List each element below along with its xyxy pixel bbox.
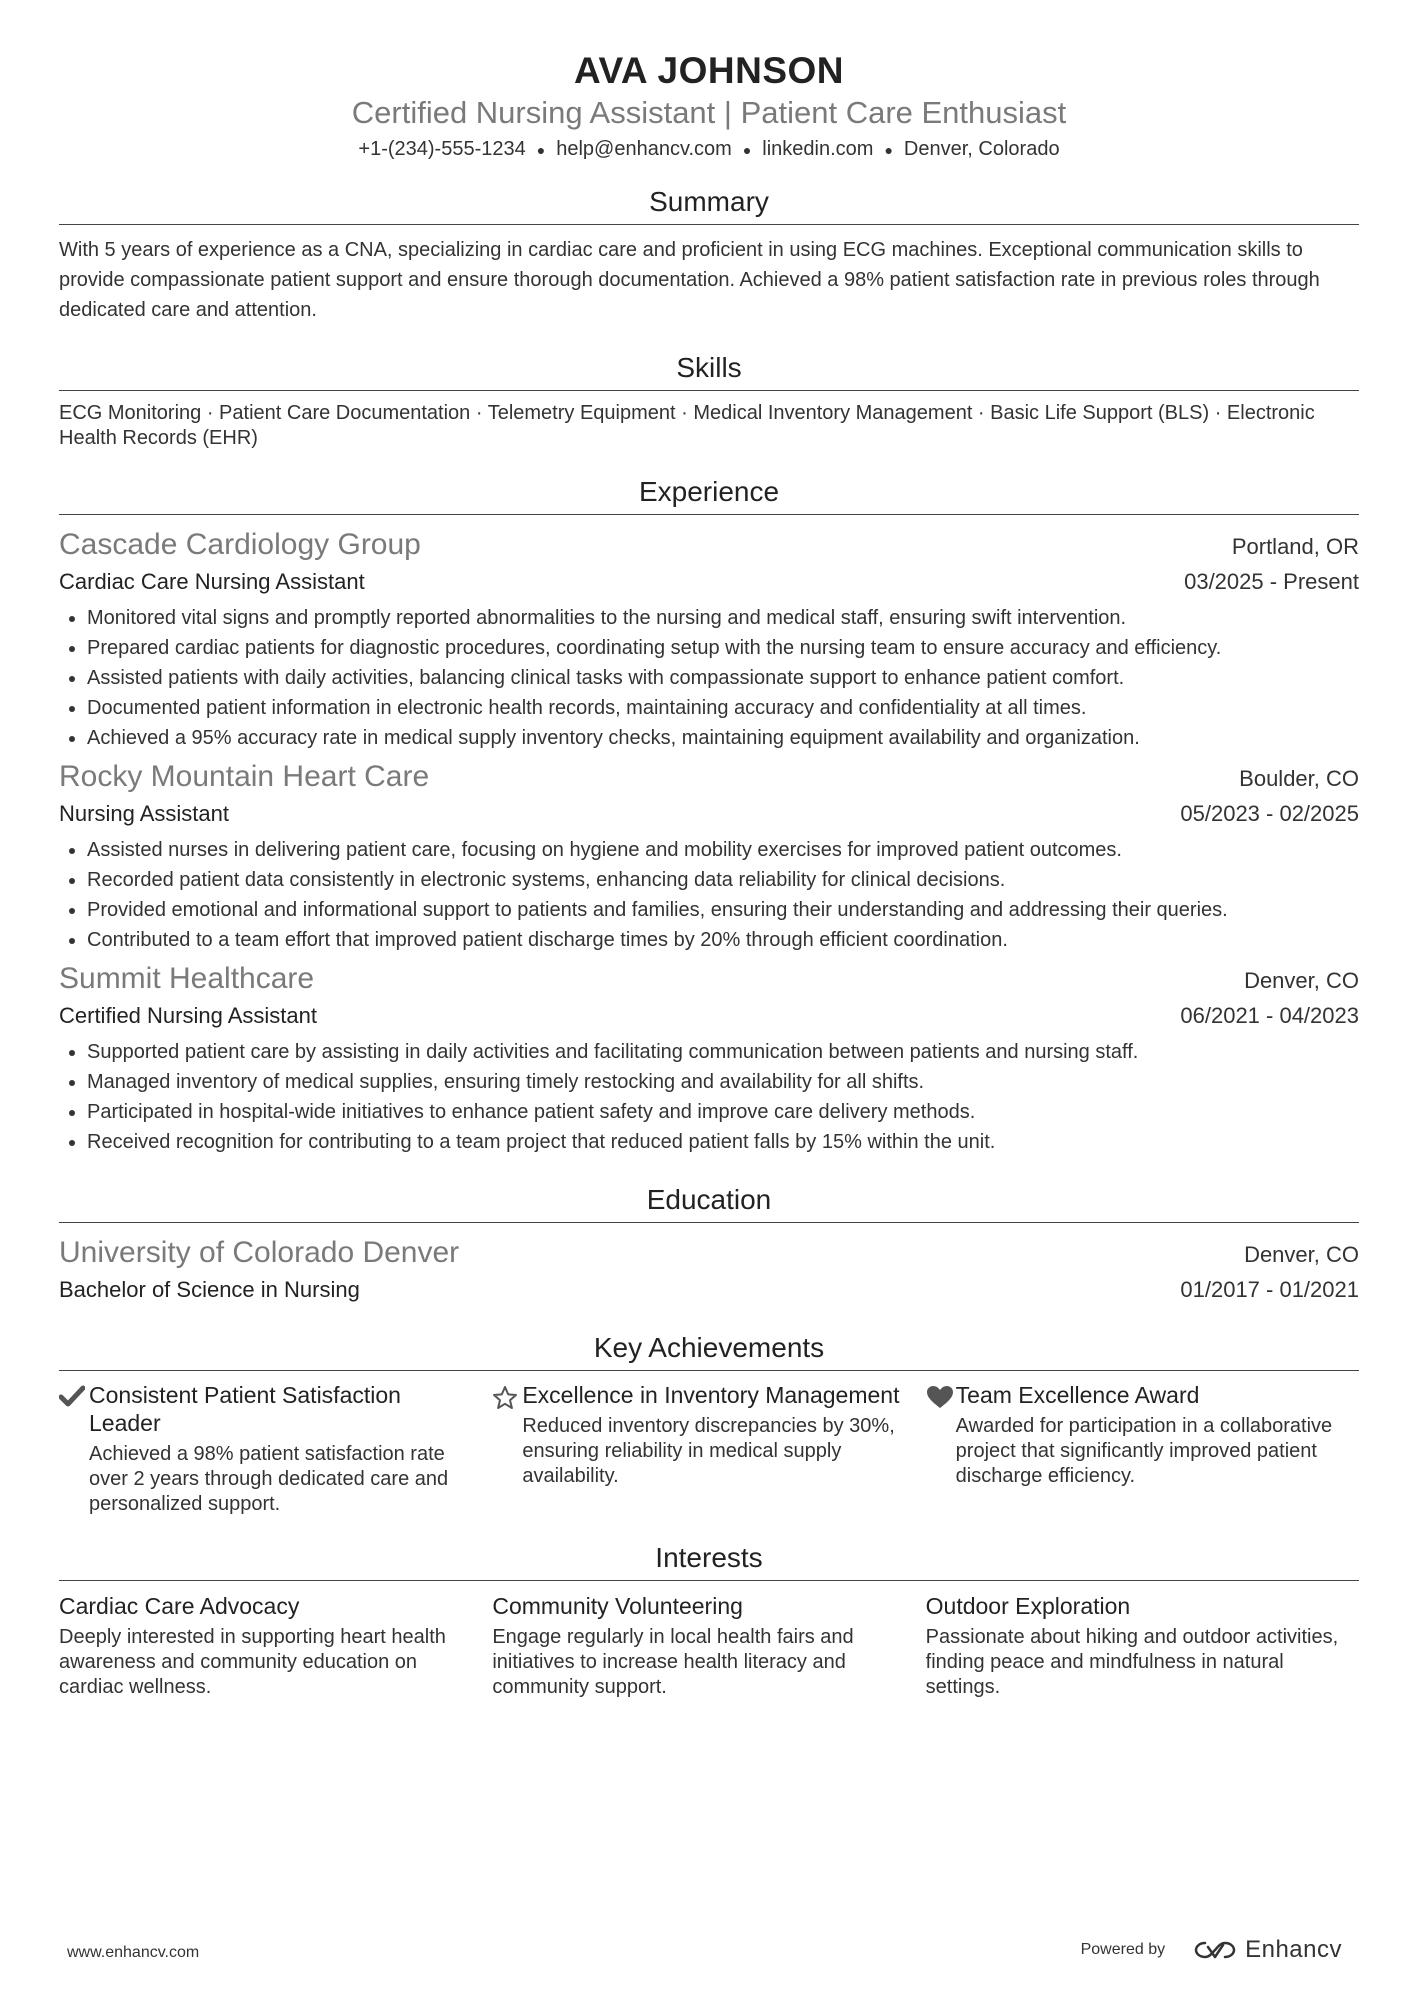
powered-by-label: Powered by [1080, 1941, 1166, 1958]
company-name: Rocky Mountain Heart Care [59, 759, 430, 793]
bullet-item: • Contributed to a team effort that improved patient discharge times by 20% through efficient coordination. [87, 925, 1359, 955]
contact-phone: +1-(234)-555-1234 [358, 138, 526, 160]
school-name: University of Colorado Denver [59, 1235, 460, 1269]
star-icon [492, 1385, 522, 1517]
footer-website[interactable]: www.enhancv.com [67, 1944, 200, 1961]
job-title: Nursing Assistant [59, 800, 229, 826]
contact-line [59, 136, 1359, 163]
degree: Bachelor of Science in Nursing [59, 1276, 360, 1302]
bullet-item: • Managed inventory of medical supplies, ensuring timely restocking and availability for all shifts. [87, 1067, 1359, 1097]
enhancv-logo-icon [1193, 1939, 1237, 1961]
section-title-achievements: Key Achievements [59, 1331, 1359, 1371]
summary-section [59, 185, 1359, 325]
skills-section [59, 351, 1359, 451]
company-name: Cascade Cardiology Group [59, 527, 421, 561]
achievement-desc: Awarded for participation in a collaborative project that significantly improved patient discharge efficiency. [955, 1414, 1333, 1487]
experience-section [59, 475, 1359, 1157]
job-location: Boulder, CO [1239, 765, 1359, 791]
achievements-section [59, 1331, 1359, 1517]
separator-dot: ● [742, 141, 752, 158]
interest-item [926, 1591, 1359, 1700]
bullet-item: • Recorded patient data consistently in electronic systems, enhancing data reliability for clinical decisions. [87, 865, 1359, 895]
job-location: Portland, OR [1231, 533, 1359, 559]
job-dates: 06/2021 - 04/2023 [1180, 1002, 1359, 1028]
bullet-item: • Prepared cardiac patients for diagnostic procedures, coordinating setup with the nursing team to ensure accuracy and efficiency. [87, 633, 1359, 663]
separator-dot: ● [536, 141, 546, 158]
section-title-skills: Skills [59, 351, 1359, 391]
contact-email[interactable]: help@enhancv.com [556, 138, 732, 160]
candidate-name: AVA JOHNSON [573, 50, 844, 91]
contact-location: Denver, Colorado [903, 138, 1060, 160]
experience-entry [59, 757, 1359, 955]
interest-desc: Engage regularly in local health fairs and initiatives to increase health literacy and community support. [492, 1625, 854, 1698]
interest-item [59, 1591, 492, 1700]
bullet-item: • Participated in hospital-wide initiatives to enhance patient safety and improve care delivery methods. [87, 1097, 1359, 1127]
achievement-item [59, 1381, 492, 1517]
achievement-title: Consistent Patient Satisfaction Leader [89, 1381, 401, 1436]
achievement-title: Excellence in Inventory Management [522, 1381, 900, 1408]
candidate-headline: Certified Nursing Assistant | Patient Care Enthusiast [351, 95, 1067, 130]
section-title-experience: Experience [59, 475, 1359, 515]
bullet-item: • Documented patient information in electronic health records, maintaining accuracy and confidentiality at all times. [87, 693, 1359, 723]
bullet-item: • Supported patient care by assisting in daily activities and facilitating communication between patients and nursing staff. [87, 1037, 1359, 1067]
job-bullets [59, 603, 1359, 753]
section-title-education: Education [59, 1183, 1359, 1223]
education-section [59, 1183, 1359, 1307]
achievement-item [492, 1381, 925, 1517]
check-icon [59, 1385, 89, 1517]
achievement-desc: Reduced inventory discrepancies by 30%, ensuring reliability in medical supply availability. [522, 1414, 895, 1487]
interests-section [59, 1541, 1359, 1700]
bullet-item: • Monitored vital signs and promptly reported abnormalities to the nursing and medical staff, ensuring swift intervention. [87, 603, 1359, 633]
achievement-desc: Achieved a 98% patient satisfaction rate over 2 years through dedicated care and personalized support. [89, 1442, 449, 1515]
heart-icon [926, 1385, 956, 1517]
separator-dot: ● [884, 141, 893, 158]
interest-item [492, 1591, 925, 1700]
bullet-item: • Received recognition for contributing to a team project that reduced patient falls by 15% within the unit. [87, 1127, 1359, 1157]
job-bullets [59, 835, 1359, 955]
job-title: Cardiac Care Nursing Assistant [59, 568, 365, 594]
summary-text: With 5 years of experience as a CNA, specializing in cardiac care and proficient in using ECG machines. Exceptional communication skills to provide compassionate patient support and ensure thorough documentation. Achieved a 98% patient satisfaction rate in previous roles through dedicated care and attention. [59, 238, 1320, 321]
interest-title: Community Volunteering [492, 1592, 743, 1619]
interest-desc: Deeply interested in supporting heart health awareness and community education on cardiac wellness. [59, 1625, 446, 1698]
section-title-interests: Interests [59, 1541, 1359, 1581]
job-bullets [59, 1037, 1359, 1157]
job-dates: 03/2025 - Present [1184, 568, 1359, 594]
company-name: Summit Healthcare [59, 961, 315, 995]
resume-header [59, 0, 1359, 163]
bullet-item: • Achieved a 95% accuracy rate in medical supply inventory checks, maintaining equipment availability and organization. [87, 723, 1359, 753]
interest-title: Outdoor Exploration [925, 1592, 1131, 1619]
skills-list: ECG Monitoring · Patient Care Documentation · Telemetry Equipment · Medical Inventory Management · Basic Life Support (BLS) · Electronic Health Records (EHR) [59, 401, 1315, 449]
bullet-item: • Assisted patients with daily activities, balancing clinical tasks with compassionate support to enhance patient comfort. [87, 663, 1359, 693]
job-title: Certified Nursing Assistant [59, 1002, 317, 1028]
education-dates: 01/2017 - 01/2021 [1180, 1276, 1359, 1302]
contact-linkedin[interactable]: linkedin.com [762, 138, 874, 160]
enhancv-logo[interactable] [1193, 1936, 1342, 1964]
achievement-title: Team Excellence Award [955, 1381, 1200, 1408]
bullet-item: • Assisted nurses in delivering patient care, focusing on hygiene and mobility exercises for improved patient outcomes. [87, 835, 1359, 865]
brand-name: Enhancv [1245, 1936, 1342, 1963]
interest-desc: Passionate about hiking and outdoor activities, finding peace and mindfulness in natural settings. [925, 1625, 1339, 1698]
resume-page [59, 0, 1359, 1700]
interest-title: Cardiac Care Advocacy [59, 1592, 300, 1619]
footer-branding [1081, 1936, 1342, 1964]
achievement-item [926, 1381, 1359, 1517]
job-location: Denver, CO [1244, 967, 1359, 993]
experience-entry [59, 525, 1359, 753]
section-title-summary: Summary [59, 185, 1359, 225]
school-location: Denver, CO [1244, 1241, 1359, 1267]
experience-entry [59, 959, 1359, 1157]
bullet-item: • Provided emotional and informational support to patients and families, ensuring their understanding and addressing their queries. [87, 895, 1359, 925]
job-dates: 05/2023 - 02/2025 [1180, 800, 1359, 826]
